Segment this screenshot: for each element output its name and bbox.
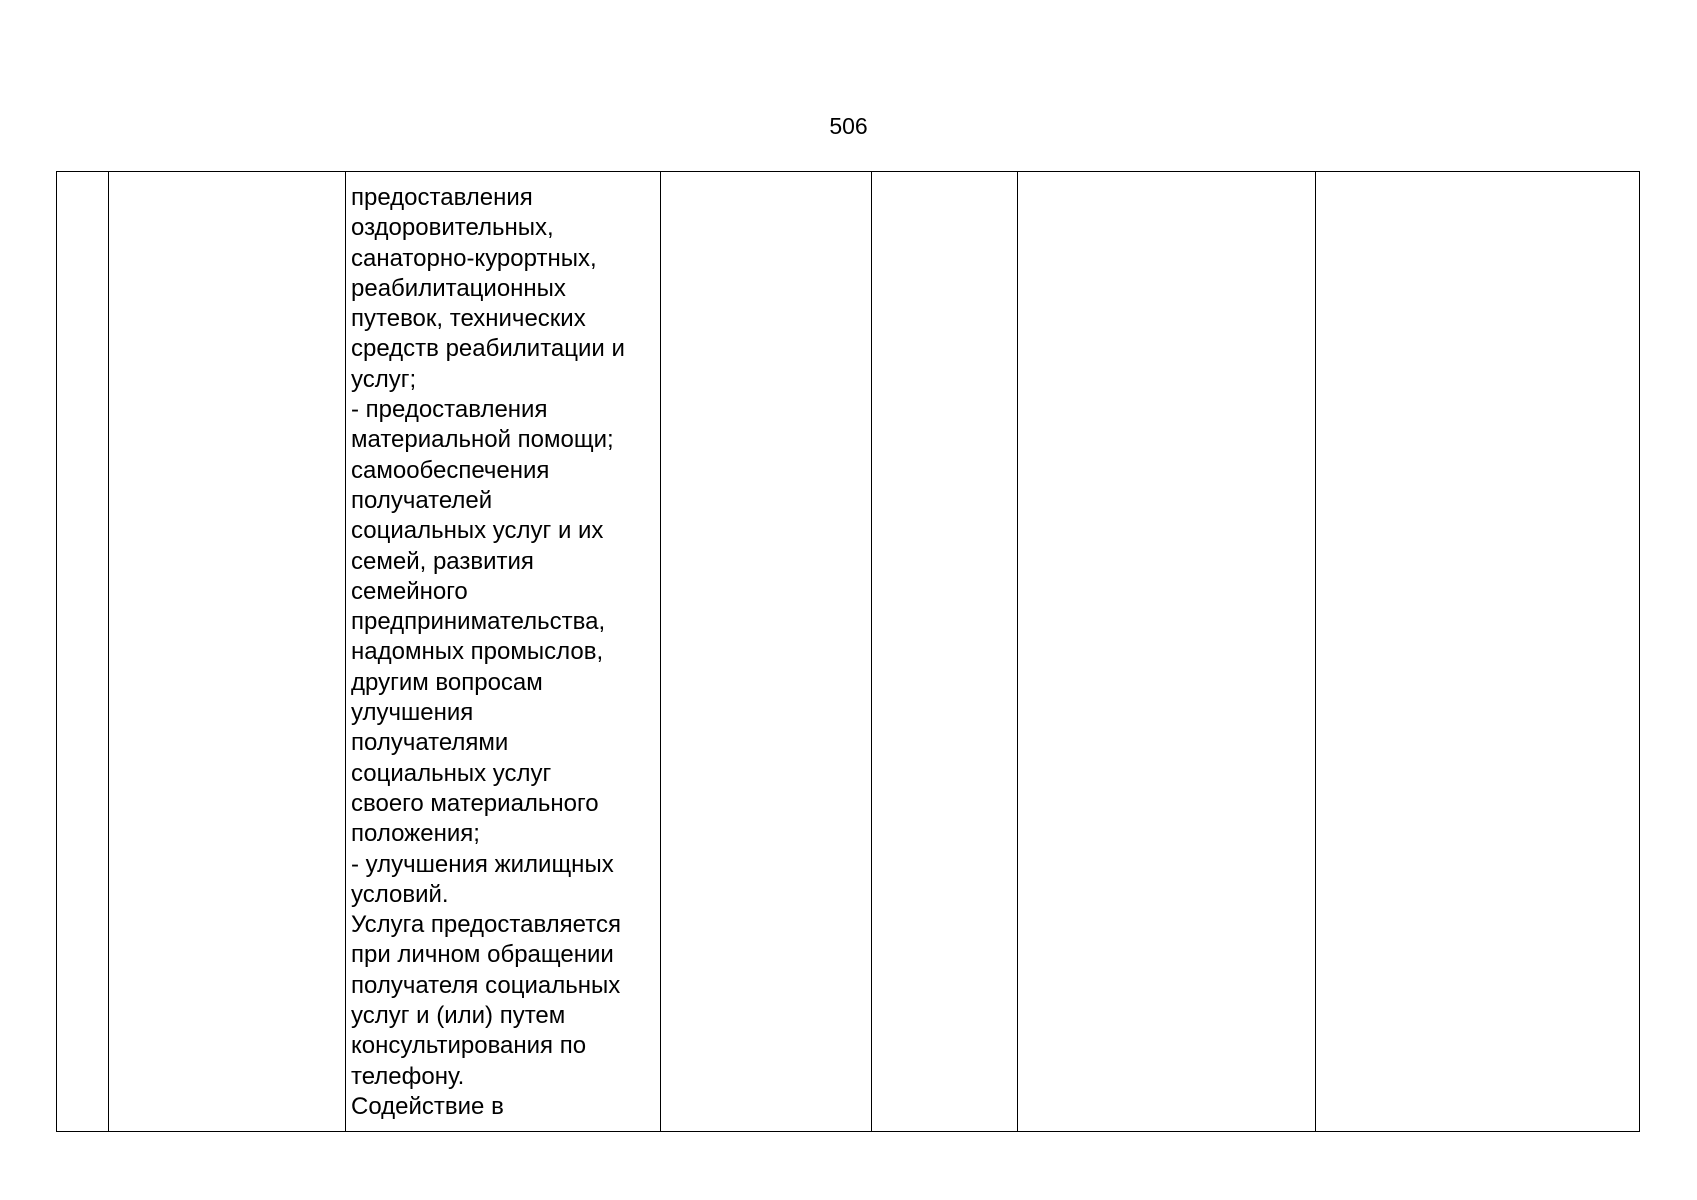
text-line: социальных услуг [351, 759, 552, 787]
service-description-text [346, 172, 660, 1122]
text-line: при личном обращении [351, 941, 614, 969]
table-cell-col6 [1018, 172, 1316, 1132]
text-line: получателями [351, 729, 509, 757]
table-row [57, 172, 1640, 1132]
text-line: оздоровительных, [351, 214, 554, 242]
text-line: санаторно-курортных, [351, 244, 597, 272]
text-line: другим вопросам [351, 668, 543, 696]
text-line: путевок, технических [351, 305, 586, 333]
table-cell-col2 [109, 172, 346, 1132]
page-number: 506 [829, 113, 868, 139]
text-line: социальных услуг и их [351, 517, 604, 545]
text-line: телефону. [351, 1062, 465, 1090]
text-line: семейного [351, 577, 468, 605]
text-line: услуг и (или) путем [351, 1002, 566, 1030]
text-line: улучшения [351, 699, 474, 727]
document-table [56, 171, 1640, 1132]
table-cell-col3 [346, 172, 661, 1132]
table-cell-col4 [661, 172, 872, 1132]
text-line: Услуга предоставляется [351, 911, 621, 939]
text-line: - предоставления [351, 396, 548, 424]
text-line: предоставления [351, 184, 533, 211]
text-line: положения; [351, 820, 480, 848]
text-line: условий. [351, 880, 449, 908]
text-line: семей, развития [351, 547, 534, 575]
text-line: материальной помощи; [351, 426, 614, 454]
text-line: - улучшения жилищных [351, 850, 614, 878]
text-line: услуг; [351, 365, 417, 393]
text-line: консультирования по [351, 1032, 587, 1060]
text-line: предпринимательства, [351, 608, 606, 636]
table-cell-col5 [872, 172, 1018, 1132]
table-cell-col1 [57, 172, 109, 1132]
text-line: Содействие в [351, 1092, 504, 1120]
text-line: получателя социальных [351, 971, 621, 999]
table-cell-col7 [1316, 172, 1640, 1132]
text-line: своего материального [351, 789, 599, 817]
text-line: средств реабилитации и [351, 335, 625, 363]
text-line: реабилитационных [351, 274, 566, 302]
text-line: получателей [351, 486, 493, 514]
text-line: надомных промыслов, [351, 638, 604, 666]
text-line: самообеспечения [351, 456, 550, 484]
